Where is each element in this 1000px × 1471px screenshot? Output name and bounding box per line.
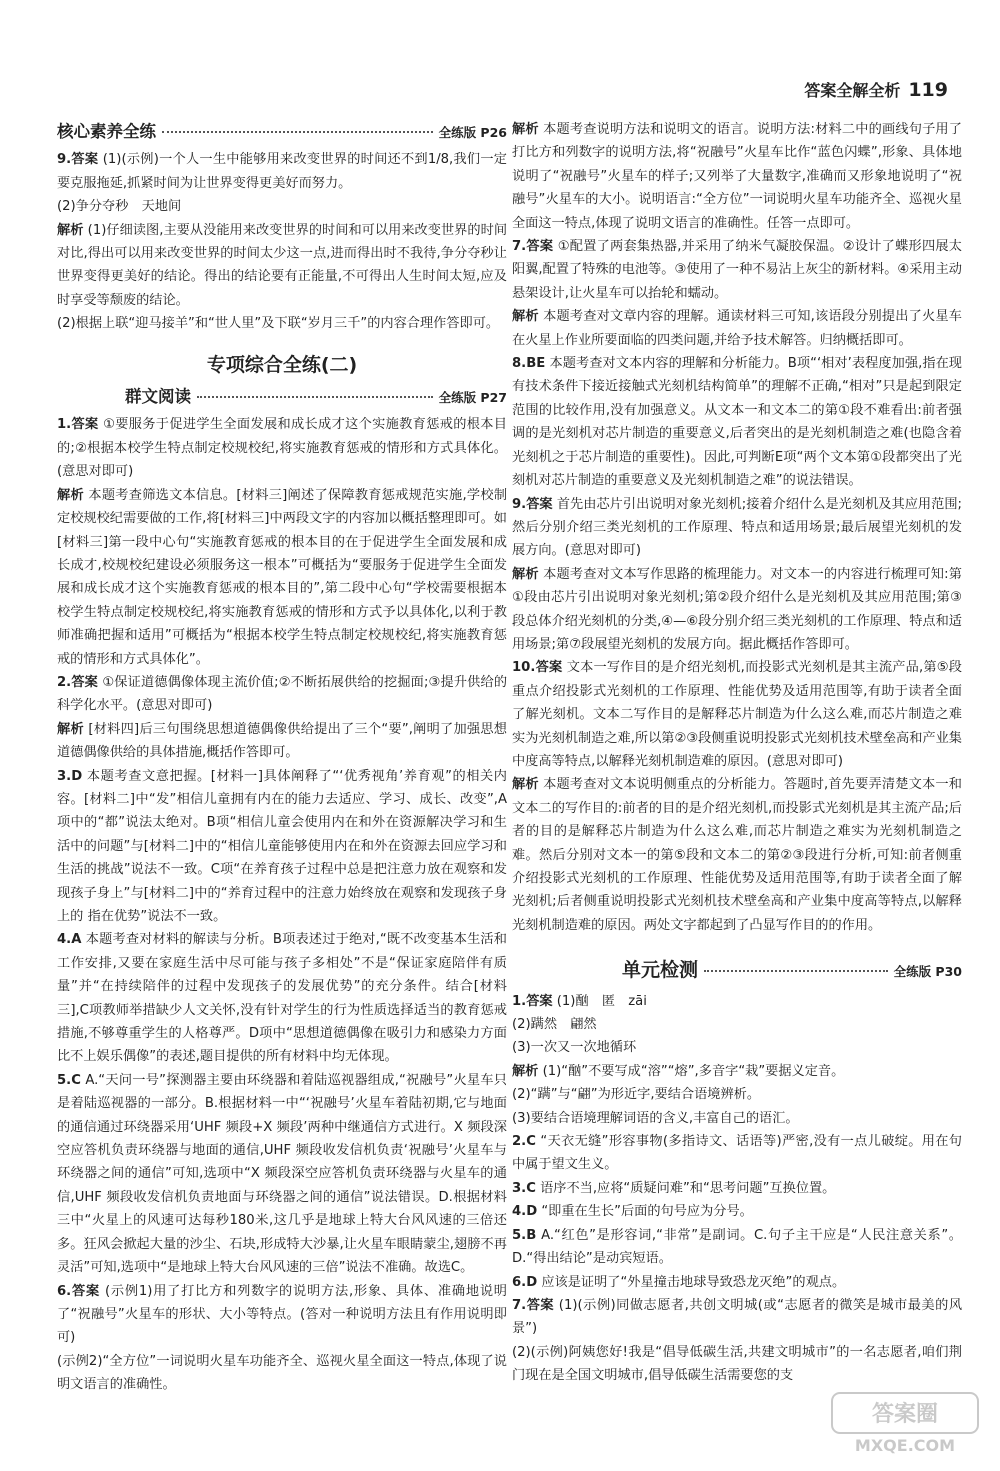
answer-text: 本题考查对材料的解读与分析。B项表述过于绝对,“既不改变基本生活和工作安排,又要在家庭生活中尽可能与孩子多相处”不是“保证家庭陪伴有质量”并“在持续陪伴的过程中发现孩子的发展优势”的充分条件。结合[材料三],C项教师举措缺少人文关怀,没有针对学生的行为性质选择适当的教育惩戒措施,不够尊重学生的人格尊严。D项中“思想道德偶像在吸引力和感染力方面比不上娱乐偶像”的表述,题目提供的所有材料中均无体现。	[57, 932, 507, 1065]
answer-entry	[512, 1036, 962, 1059]
question-number: 3.	[57, 768, 72, 784]
answer-entry	[57, 1069, 507, 1280]
answer-text: ①配置了两套集热器,并采用了纳米气凝胶保温。②设计了蝶形四展太阳翼,配置了特殊的电池等。③使用了一种不易沾上灰尘的新材料。④采用主动悬架设计,让火星车可以抬轮和蠕动。	[512, 239, 962, 301]
watermark-logo	[830, 1391, 980, 1457]
question-number: 5.	[512, 1227, 527, 1243]
answer-label: C	[526, 1134, 536, 1150]
left-column	[57, 118, 507, 1397]
answer-label: A	[71, 932, 82, 948]
answer-text: (1)仔细读图,主要从没能用来改变世界的时间和可以用来改变世界的时间对比,得出可以用来改变世界的时间太少这一点,进而得出时不我待,争分夺秒让世界变得更美好的结论。得出的结论要有正能量,不可得出人生时间太短,应及时享受等颓废的结论。	[57, 222, 508, 308]
answer-text: (示例1)用了打比方和列数字的说明方法,形象、具体、准确地说明了“祝融号”火星车的形状、大小等特点。(答对一种说明方法且有作用说明即可)	[57, 1283, 507, 1346]
leader-dots	[162, 131, 433, 133]
answer-label: C	[526, 1180, 536, 1196]
special-practice-title: 专项综合全练(二)	[206, 353, 358, 376]
answer-label: 答案	[535, 660, 563, 676]
answer-entry	[512, 1224, 962, 1271]
section-heading-unit-test	[512, 959, 962, 983]
answer-entry	[512, 773, 962, 937]
answer-text: (示例2)“全方位”一词说明火星车功能齐全、巡视火星全面这一特点,体现了说明文语言的准确性。	[57, 1353, 507, 1393]
answer-label: 答案	[71, 674, 98, 690]
question-number: 4.	[512, 1204, 527, 1220]
answer-entry	[512, 1083, 962, 1106]
answer-label: C	[71, 1072, 81, 1088]
answer-text: (3)要结合语境理解词语的含义,丰富自己的语汇。	[512, 1110, 799, 1126]
answer-entry	[57, 1280, 507, 1350]
question-number: 8.	[512, 356, 527, 372]
answer-text: (1)“酗”不要写成“溶”“熔”,多音字“栽”要据义定音。	[542, 1063, 845, 1079]
answer-text: “天衣无缝”形容事物(多指诗文、话语等)严密,没有一点儿破绽。用在句中属于望文生义。	[512, 1134, 962, 1173]
question-number: 6.	[57, 1283, 72, 1299]
answer-entry	[512, 656, 962, 773]
answer-entry	[57, 671, 507, 718]
answer-entry	[512, 1200, 962, 1223]
answer-entry	[57, 312, 507, 335]
section-heading-group-reading	[57, 385, 507, 409]
answer-text: A.“红色”是形容词,“非常”是副词。C.句子主干应是“人民注意关系”。D.“得出结论”是动宾短语。	[512, 1227, 962, 1267]
answer-text: A.“天问一号”探测器主要由环绕器和着陆巡视器组成,“祝融号”火星车只是着陆巡视器的一部分。B.根据材料一中“‘祝融号’火星车着陆初期,它与地面的通信通过环绕器采用‘UHF 频段+X 频段’两种中继通信方式进行。X 频段深空应答机负责环绕器与地面的通信,UHF 频段收发信机负责‘祝融号’火星车与环绕器之间的通信”可知,选项中“X 频段深空应答机负责环绕器与火星车的通信,UHF 频段收发信机负责地面与环绕器之间的通信”说法错误。D.根据材料三中“火星上的风速可达每秒180米,这几乎是地球上特大台风风速的三倍还多。狂风会掀起大量的沙尘、石块,形成特大沙暴,让火星车眼睛蒙尘,翅膀不再灵活”可知,选项中“是地球上特大台风风速的三倍”说法不准确。故选C。	[57, 1072, 507, 1276]
answer-text: 首先由芯片引出说明对象光刻机;接着介绍什么是光刻机及其应用范围;然后分别介绍三类光刻机的工作原理、特点和适用场景;最后展望光刻机的发展方向。(意思对即可)	[512, 496, 962, 559]
page-number: 119	[908, 79, 948, 101]
answer-text: 应该是证明了“外星撞击地球导致恐龙灭绝”的观点。	[541, 1274, 846, 1290]
answer-label: 解析	[512, 777, 539, 793]
answer-entry	[512, 1060, 962, 1083]
section-title: 群文阅读	[125, 387, 191, 407]
leader-dots	[197, 396, 433, 398]
answer-entry	[512, 1271, 962, 1294]
question-number: 2.	[512, 1134, 527, 1150]
leader-dots	[704, 970, 888, 972]
answer-entry	[57, 148, 507, 195]
answer-text: 语序不当,应将“质疑问难”和“思考问题”互换位置。	[540, 1180, 836, 1196]
question-number: 2.	[57, 674, 72, 690]
answer-text: (2)(示例)阿姨您好!我是“倡导低碳生活,共建文明城市”的一名志愿者,咱们荆门现在是全国文明城市,倡导低碳生活需要您的支	[512, 1344, 962, 1384]
answer-entry	[512, 352, 962, 492]
question-number: 10.	[512, 660, 536, 676]
question-number: 6.	[512, 1274, 527, 1290]
answer-text: (2)蹒然 翩然	[512, 1017, 597, 1033]
question-number: 1.	[512, 993, 527, 1009]
answer-entry	[57, 413, 507, 483]
section-title: 核心素养全练	[57, 122, 156, 141]
answer-entry	[512, 1294, 962, 1341]
question-number: 1.	[57, 417, 72, 433]
answer-text: (1)酗 匿 zāi	[556, 993, 647, 1009]
answer-label: 解析	[512, 566, 539, 582]
right-column	[512, 118, 962, 1388]
section-page-ref: 全练版 P30	[893, 964, 962, 980]
answer-label: D	[71, 768, 83, 784]
answer-entry	[512, 118, 962, 235]
answer-label: 解析	[512, 122, 539, 137]
answer-label: B	[526, 1227, 537, 1243]
answer-label: 答案	[71, 417, 99, 433]
answer-entry	[512, 1177, 962, 1200]
answer-entry	[512, 235, 962, 305]
answer-entry	[512, 563, 962, 657]
answer-text: 本题考查对文章内容的理解。通读材料三可知,该语段分别提出了火星车在火星上作业所要面临的四类问题,并给予技术解答。归纳概括即可。	[512, 309, 962, 348]
answer-entry	[57, 928, 507, 1068]
answer-text: (2)根据上联“迎马接羊”和“世人里”及下联“岁月三千”的内容合理作答即可。	[57, 316, 500, 332]
answer-label: 答案	[526, 1297, 555, 1313]
answer-text: 本题考查文意把握。[材料一]具体阐释了“‘优秀视角’养育观”的相关内容。[材料二]中“发”相信儿童拥有内在的能力去适应、学习、成长、改变”,A项中的“都”说法太绝对。B项“相信儿童会使用内在和外在资源解决学习和生活中的问题”与[材料二]中的“相信儿童能够使用内在和外在资源去回应学习和生活的挑战”说法不一致。C项“在养育孩子过程中总是把注意力放在观察和发现孩子身上”与[材料二]中的“养育过程中的注意力始终放在观察和发现孩子身上的 指在优势”说法不一致。	[57, 768, 507, 924]
svg-text:答案圈: 答案圈	[871, 1402, 939, 1427]
answer-entry	[57, 219, 507, 313]
answer-entry	[512, 1341, 962, 1388]
section-page-ref: 全练版 P27	[438, 390, 507, 406]
question-number: 7.	[512, 1297, 527, 1313]
answer-text: ①保证道德偶像体现主流价值;②不断拓展供给的挖掘面;③提升供给的科学化水平。(意思对即可)	[57, 674, 508, 714]
answer-entry	[57, 195, 507, 218]
answer-entry	[57, 1350, 507, 1397]
section-page-ref: 全练版 P26	[438, 125, 507, 140]
question-number: 4.	[57, 932, 72, 948]
answer-label: 解析	[512, 309, 539, 325]
question-number: 3.	[512, 1180, 527, 1196]
answer-text: (1)(示例)一个人一生中能够用来改变世界的时间还不到1/8,我们一定要克服拖延,抓紧时间为让世界变得更美好而努力。	[57, 152, 507, 191]
answer-label: 解析	[512, 1063, 539, 1079]
answer-label: 答案	[526, 993, 553, 1009]
answer-label: D	[526, 1204, 538, 1220]
answer-text: ①要服务于促进学生全面发展和成长成才这个实施教育惩戒的根本目的;②根据本校学生特点制定校规校纪,将实施教育惩戒的情形和方式具体化。(意思对即可)	[57, 417, 507, 480]
answer-entry	[512, 1107, 962, 1130]
answer-group-d	[512, 990, 962, 1388]
answer-entry	[512, 305, 962, 352]
answer-label: D	[526, 1274, 538, 1290]
answer-text: 本题考查对文本写作思路的梳理能力。对文本一的内容进行梳理可知:第①段由芯片引出说明对象光刻机;第②段介绍什么是光刻机及其应用范围;第③段总体介绍光刻机的分类,④—⑥段分别介绍三类光刻机的工作原理、特点和适用场景;第⑦段展望光刻机的发展方向。据此概括作答即可。	[512, 566, 962, 652]
answer-entry	[512, 990, 962, 1013]
answer-entry	[512, 1013, 962, 1036]
answer-text: [材料四]后三句围绕思想道德偶像供给提出了三个“要”,阐明了加强思想道德偶像供给的具体措施,概括作答即可。	[57, 721, 507, 761]
answer-label: 答案	[71, 152, 99, 168]
answer-entry	[57, 484, 507, 671]
answer-text: “即重在生长”后面的句号应为分号。	[541, 1204, 753, 1220]
section-title: 单元检测	[622, 959, 699, 982]
answer-group-a	[57, 148, 507, 335]
answer-label: 解析	[57, 487, 84, 503]
running-header	[804, 78, 948, 101]
answer-group-b	[57, 413, 507, 1396]
watermark-text: MXQE.COM	[854, 1436, 956, 1455]
header-title: 答案全解全析	[804, 81, 901, 100]
answer-entry	[57, 718, 507, 765]
answer-label: 答案	[526, 239, 554, 255]
answer-text: 本题考查对文本说明侧重点的分析能力。答题时,首先要弄清楚文本一和文本二的写作目的:前者的目的是介绍光刻机,而投影式光刻机是其主流产品;后者的目的是解释芯片制造为什么这么难,而芯片制造之难实为光刻机制造之难。然后分别对文本一的第⑤段和文本二的第②③段进行分析,可知:前者侧重介绍投影式光刻机的工作原理、性能优势及适用范围等,有助于读者全面了解光刻机;后者侧重说明投影式光刻机技术壁垒高和产业集中度高等特点,以解释光刻机制造难的原因。两处文字都起到了凸显写作目的的作用。	[512, 777, 962, 933]
answer-label: 答案	[526, 496, 553, 512]
section-heading-core	[57, 120, 507, 144]
answer-label: 解析	[57, 721, 84, 737]
answer-text: 本题考查筛选文本信息。[材料三]阐述了保障教育惩戒规范实施,学校制定校规校纪需要做的工作,将[材料三]中两段文字的内容加以概括整理即可。如[材料三]第一段中心句“实施教育惩戒的根本目的在于促进学生全面发展和成长成才,校规校纪建设必须服务这一根本”可概括为“要服务于促进学生全面发展和成长成才这个实施教育惩戒的根本目的”,第二段中心句“学校需要根据本校学生特点制定校规校纪,将实施教育惩戒的情形和方式予以具体化,以利于教师准确把握和适用”可概括为“根据本校学生特点制定校规校纪,将实施教育惩戒的情形和方式具体化”。	[57, 487, 508, 667]
answer-group-c	[512, 118, 962, 937]
answer-text: 本题考查对文本内容的理解和分析能力。B项“‘相对’表程度加强,指在现有技术条件下接近接触式光刻机结构简单”的理解不正确,“相对”只是起到限定范围的比较作用,没有加强意义。从文本一和文本二的第①段不难看出:前者强调的是光刻机对芯片制造的重要意义,后者突出的是光刻机制造之难(也隐含着光刻机之于芯片制造的重要性)。因此,可判断E项“两个文本第①段都突出了光刻机对芯片制造的重要意义及光刻机制造之难”的说法错误。	[512, 356, 962, 489]
answer-text: 本题考查说明方法和说明文的语言。说明方法:材料二中的画线句子用了打比方和列数字的说明方法,将“祝融号”火星车比作“蓝色闪蝶”,形象、具体地说明了“祝融号”火星车的样子;又列举了大量数字,准确而又形象地说明了“祝融号”火星车的大小。说明语言:“全方位”一词说明火星车功能齐全、巡视火星全面这一特点,体现了说明文语言的准确性。任答一点即可。	[512, 122, 962, 231]
answer-label: 答案	[71, 1283, 100, 1299]
question-number: 5.	[57, 1072, 72, 1088]
answer-label: 解析	[57, 222, 84, 238]
answer-label: BE	[526, 356, 546, 372]
answer-entry	[512, 1130, 962, 1177]
question-number: 7.	[512, 239, 527, 255]
answer-entry	[57, 765, 507, 929]
question-number: 9.	[512, 496, 527, 512]
answer-text: (3)一次又一次地循环	[512, 1040, 637, 1056]
answer-text: (2)“蹒”与“翩”为形近字,要结合语境辨析。	[512, 1087, 761, 1103]
answer-text: (1)(示例)同做志愿者,共创文明城(或“志愿者的微笑是城市最美的风景”)	[512, 1297, 963, 1337]
answer-entry	[512, 493, 962, 563]
answer-text: 文本一写作目的是介绍光刻机,而投影式光刻机是其主流产品,第⑤段重点介绍投影式光刻机的工作原理、性能优势及适用范围等,有助于读者全面了解光刻机。文本二写作目的是解释芯片制造为什么这么难,而芯片制造之难实为光刻机制造之难,所以第②③段侧重说明投影式光刻机技术壁垒高和产业集中度高等特点,以解释光刻机制造难的原因。(意思对即可)	[512, 660, 962, 769]
answer-text: (2)争分夺秒 天地间	[57, 199, 182, 215]
question-number: 9.	[57, 152, 72, 168]
